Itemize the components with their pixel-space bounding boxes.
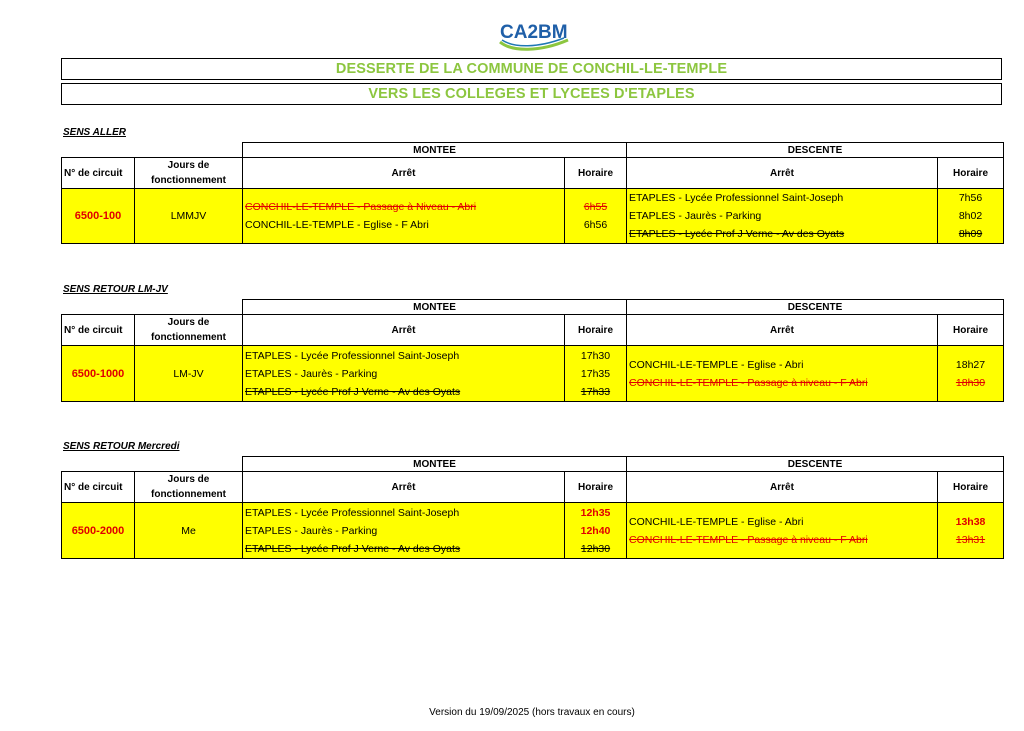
ca2bm-logo — [494, 18, 578, 54]
version-footer: Version du 19/09/2025 (hors travaux en cours) — [429, 707, 635, 718]
descente-time: 7h56 — [958, 192, 983, 204]
descente-time: 18h30 — [955, 376, 986, 389]
schedule-table-retour-mercredi — [61, 456, 1004, 559]
montee-time: 12h35 — [580, 506, 611, 519]
montee-stop: CONCHIL-LE-TEMPLE - Passage à Niveau - Abri — [245, 201, 477, 213]
document-title: DESSERTE DE LA COMMUNE DE CONCHIL-LE-TEMPLE — [61, 58, 1002, 80]
montee-time: 6h56 — [583, 219, 608, 231]
header-horaire-descente: Horaire — [938, 158, 1004, 189]
section-label-retour-mercredi: SENS RETOUR Mercredi — [63, 441, 180, 452]
montee-time: 12h30 — [580, 542, 611, 555]
descente-stop: ETAPLES - Jaurès - Parking — [629, 210, 762, 222]
header-descente: DESCENTE — [627, 300, 1004, 315]
circuit-number: 6500-100 — [62, 189, 135, 244]
header-horaire-montee: Horaire — [565, 472, 627, 503]
descente-stop: CONCHIL-LE-TEMPLE - Eglise - Abri — [629, 358, 804, 371]
descente-time: 8h02 — [958, 210, 983, 222]
header-arret-descente: Arrêt — [627, 158, 938, 189]
header-horaire-descente: Horaire — [938, 472, 1004, 503]
montee-time: 12h40 — [580, 524, 611, 537]
header-arret-descente: Arrêt — [627, 315, 938, 346]
montee-time: 6h55 — [583, 201, 608, 213]
montee-stop: ETAPLES - Jaurès - Parking — [245, 524, 378, 537]
schedule-table-retour-lmjv — [61, 299, 1004, 402]
montee-stop: CONCHIL-LE-TEMPLE - Eglise - F Abri — [245, 219, 429, 231]
header-circuit: N° de circuit — [62, 472, 135, 503]
circuit-number: 6500-2000 — [62, 503, 135, 559]
operating-days: LMMJV — [135, 189, 243, 244]
header-montee: MONTEE — [243, 300, 627, 315]
descente-stop: CONCHIL-LE-TEMPLE - Passage à niveau - F Abri — [629, 533, 868, 546]
section-label-retour-lmjv: SENS RETOUR LM-JV — [63, 284, 168, 295]
descente-stop: CONCHIL-LE-TEMPLE - Eglise - Abri — [629, 515, 804, 528]
schedule-table-aller — [61, 142, 1004, 244]
header-jours: Jours de fonctionnement — [135, 315, 243, 346]
header-arret-montee: Arrêt — [243, 158, 565, 189]
header-horaire-montee: Horaire — [565, 315, 627, 346]
header-descente: DESCENTE — [627, 143, 1004, 158]
header-horaire-descente: Horaire — [938, 315, 1004, 346]
document-subtitle: VERS LES COLLEGES ET LYCEES D'ETAPLES — [61, 83, 1002, 105]
montee-time: 17h30 — [580, 349, 611, 362]
circuit-number: 6500-1000 — [62, 346, 135, 402]
header-circuit: N° de circuit — [62, 158, 135, 189]
descente-time: 18h27 — [955, 358, 986, 371]
section-label-aller: SENS ALLER — [63, 127, 126, 138]
header-jours: Jours de fonctionnement — [135, 472, 243, 503]
descente-time: 8h09 — [958, 228, 983, 240]
montee-stop: ETAPLES - Lycée Prof J Verne - Av des Oyats — [245, 542, 461, 555]
header-arret-montee: Arrêt — [243, 315, 565, 346]
montee-stop: ETAPLES - Lycée Prof J Verne - Av des Oyats — [245, 385, 461, 398]
descente-stop: ETAPLES - Lycée Professionnel Saint-Joseph — [629, 192, 844, 204]
header-arret-montee: Arrêt — [243, 472, 565, 503]
header-arret-descente: Arrêt — [627, 472, 938, 503]
header-horaire-montee: Horaire — [565, 158, 627, 189]
operating-days: LM-JV — [135, 346, 243, 402]
header-montee: MONTEE — [243, 143, 627, 158]
descente-time: 13h38 — [955, 515, 986, 528]
descente-stop: CONCHIL-LE-TEMPLE - Passage à niveau - F Abri — [629, 376, 868, 389]
header-jours: Jours de fonctionnement — [135, 158, 243, 189]
descente-stop: ETAPLES - Lycée Prof J Verne - Av des Oyats — [629, 228, 845, 240]
svg-text:CA2BM: CA2BM — [500, 22, 568, 43]
montee-time: 17h33 — [580, 385, 611, 398]
operating-days: Me — [135, 503, 243, 559]
descente-time: 13h31 — [955, 533, 986, 546]
montee-time: 17h35 — [580, 367, 611, 380]
montee-stop: ETAPLES - Jaurès - Parking — [245, 367, 378, 380]
header-montee: MONTEE — [243, 457, 627, 472]
header-circuit: N° de circuit — [62, 315, 135, 346]
montee-stop: ETAPLES - Lycée Professionnel Saint-Joseph — [245, 506, 460, 519]
montee-stop: ETAPLES - Lycée Professionnel Saint-Joseph — [245, 349, 460, 362]
header-descente: DESCENTE — [627, 457, 1004, 472]
